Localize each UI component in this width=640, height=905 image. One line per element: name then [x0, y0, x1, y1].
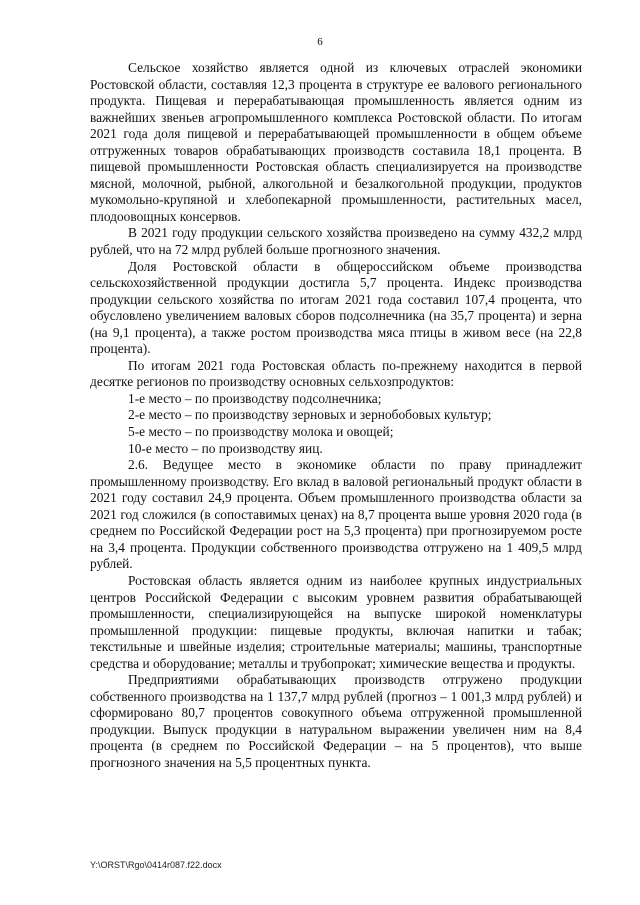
paragraph-agriculture-share: Доля Ростовской области в общероссийском объеме производства сельскохозяйственной продукции достигла 5,7 процента. Индекс производства продукции сельского хозяйства по итогам 2021 года составил 107,4 процента, что обусловлено увеличением валовых сборов подсолнечника (на 35,7 процента) и зерна (на 9,1 процента), а также ростом производства мяса птицы в живом весе (на 22,8 процента). — [90, 258, 582, 357]
page-number: 6 — [317, 36, 323, 48]
list-item: 2-е место – по производству зерновых и зернобобовых культур; — [128, 407, 492, 423]
document-body — [90, 60, 582, 772]
list-item: 1-е место – по производству подсолнечника; — [128, 390, 382, 406]
paragraph-industry-2-6: 2.6. Ведущее место в экономике области по праву принадлежит промышленному производству. Его вклад в валовой региональный продукт области в 2021 году составил 24,9 процента. Объем промышленного производства области за 2021 год сложился (в сопоставимых ценах) на 8,7 процента выше уровня 2020 года (в среднем по Российской Федерации рост на 5,3 процента) при прогнозируемом росте на 3,4 процента. Продукции собственного производства отгружено на 1 409,5 млрд рублей. — [90, 457, 582, 572]
paragraph-industrial-center: Ростовская область является одним из наиболее крупных индустриальных центров Российской Федерации с высоким уровнем развития обрабатывающей промышленности, специализирующейся на выпуске широкой номенклатуры промышленной продукции: пищевые продукты, включая напитки и табак; текстильные и швейные изделия; строительные материалы; машины, транспортные средства и оборудование; металлы и трубопрокат; химические вещества и продукты. — [90, 572, 582, 671]
paragraph-manufacturing: Предприятиями обрабатывающих производств отгружено продукции собственного производства на 1 137,7 млрд рублей (прогноз – 1 001,3 млрд рублей) и сформировано 80,7 процентов совокупного объема отгруженной промышленной продукции. Выпуск продукции в натуральном выражении увеличен ним на 8,4 процента (в среднем по Российской Федерации – на 5 процентов), что выше прогнозного значения на 5,5 процентных пункта. — [90, 672, 582, 770]
file-path-footer: Y:\ORST\Rgo\0414r087.f22.docx — [90, 860, 222, 870]
list-item: 5-е место – по производству молока и овощей; — [128, 424, 394, 440]
paragraph-agriculture-overview: Сельское хозяйство является одной из ключевых отраслей экономики Ростовской области, составляя 12,3 процента в структуре ее валового регионального продукта. Пищевая и перерабатывающая промышленность является одним из важнейших звеньев агропромышленного комплекса Ростовской области. По итогам 2021 года доля пищевой и перерабатывающей промышленности в общем объеме отгруженных товаров обрабатывающих производств составила 18,1 процента. В пищевой промышленности Ростовская область специализируется на производстве мясной, молочной, рыбной, алкогольной и безалкогольной продукции, продуктов мукомольно-крупяной и хлебопекарной промышленности, растительных масел, плодоовощных консервов. — [90, 60, 582, 224]
paragraph-ranking-intro: По итогам 2021 года Ростовская область по-прежнему находится в первой десятке регионов по производству основных сельхозпродуктов: — [90, 357, 582, 390]
list-item: 10-е место – по производству яиц. — [128, 440, 323, 456]
paragraph-agriculture-output: В 2021 году продукции сельского хозяйства произведено на сумму 432,2 млрд рублей, что на 72 млрд рублей больше прогнозного значения. — [90, 225, 582, 258]
